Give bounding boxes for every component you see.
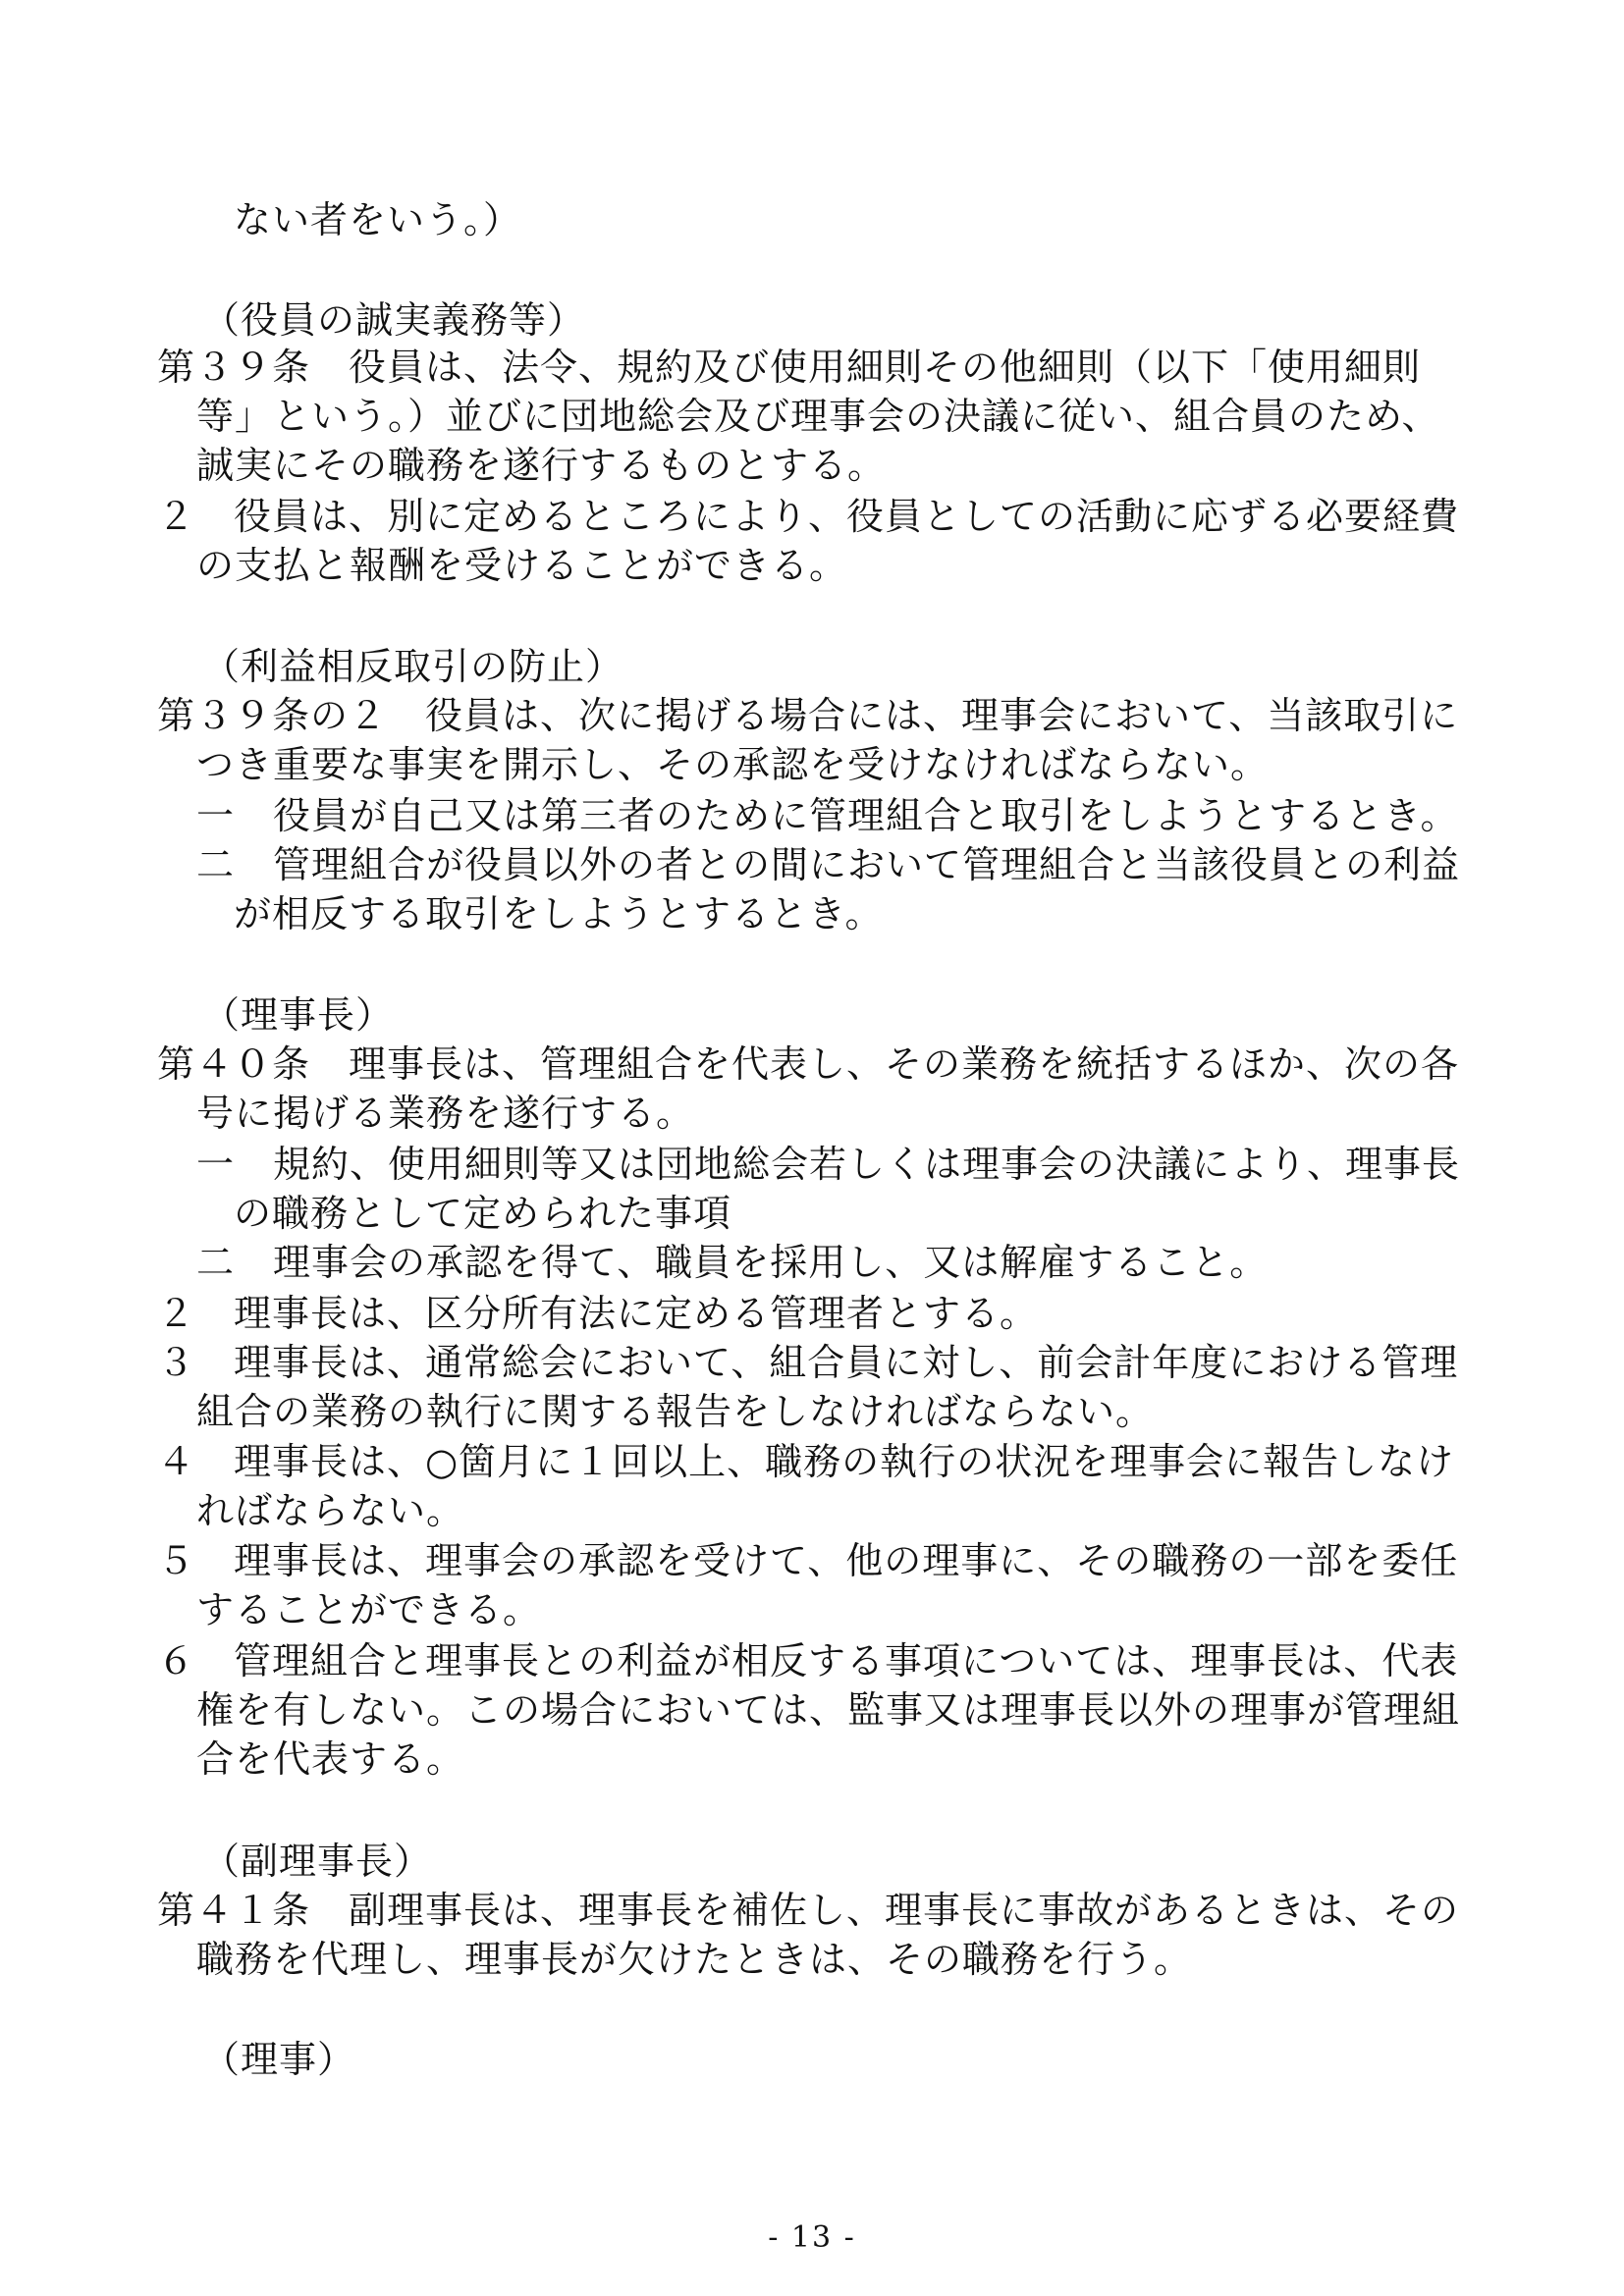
article-40-item-1-line-1: 一 規約、使用細則等又は団地総会若しくは理事会の決議により、理事長 <box>196 1143 1461 1186</box>
article-39-2-line-2: つき重要な事実を開示し、その承認を受けなければならない。 <box>196 743 1270 786</box>
article-heading-41: （副理事長） <box>202 1840 433 1883</box>
article-40-para-2: ２ 理事長は、区分所有法に定める管理者とする。 <box>157 1292 1039 1335</box>
article-heading-40: （理事長） <box>202 993 395 1037</box>
article-40-item-1-line-2: の職務として定められた事項 <box>234 1192 732 1235</box>
article-39-2-line-1: 第３９条の２ 役員は、次に掲げる場合には、理事会において、当該取引に <box>157 694 1459 737</box>
article-40-para-3-line-2: 組合の業務の執行に関する報告をしなければならない。 <box>196 1390 1155 1433</box>
article-39-2-item-2-line-1: 二 管理組合が役員以外の者との間において管理組合と当該役員との利益 <box>196 843 1461 886</box>
article-40-line-2: 号に掲げる業務を遂行する。 <box>196 1092 695 1135</box>
article-41-line-1: 第４１条 副理事長は、理事長を補佐し、理事長に事故があるときは、その <box>157 1889 1460 1932</box>
article-40-para-6-line-3: 合を代表する。 <box>196 1737 465 1781</box>
article-40-para-4-line-1: ４ 理事長は、○箇月に１回以上、職務の執行の状況を理事会に報告しなけ <box>157 1440 1455 1483</box>
article-39-line-3: 誠実にその職務を遂行するものとする。 <box>196 444 887 487</box>
page-number: - 13 - <box>768 2220 856 2255</box>
article-heading-39: （役員の誠実義務等） <box>202 298 586 342</box>
article-40-para-5-line-2: することができる。 <box>196 1588 542 1631</box>
article-40-item-2: 二 理事会の承認を得て、職員を採用し、又は解雇すること。 <box>196 1241 1269 1284</box>
article-heading-39-2: （利益相反取引の防止） <box>202 645 624 688</box>
article-40-para-6-line-1: ６ 管理組合と理事長との利益が相反する事項については、理事長は、代表 <box>157 1639 1459 1682</box>
article-heading-42: （理事） <box>202 2038 356 2081</box>
article-40-para-5-line-1: ５ 理事長は、理事会の承認を受けて、他の理事に、その職務の一部を委任 <box>157 1539 1459 1582</box>
article-39-line-2: 等」という。）並びに団地総会及び理事会の決議に従い、組合員のため、 <box>196 395 1440 438</box>
article-39-2-item-2-line-2: が相反する取引をしようとするとき。 <box>234 892 884 935</box>
article-39-line-1: 第３９条 役員は、法令、規約及び使用細則その他細則（以下「使用細則 <box>157 346 1422 389</box>
article-41-line-2: 職務を代理し、理事長が欠けたときは、その職務を行う。 <box>196 1938 1193 1981</box>
article-39-para-2-line-2: の支払と報酬を受けることができる。 <box>196 544 848 587</box>
article-40-para-6-line-2: 権を有しない。この場合においては、監事又は理事長以外の理事が管理組 <box>196 1688 1461 1732</box>
text-line-continuation: ない者をいう。） <box>234 198 522 241</box>
article-40-para-3-line-1: ３ 理事長は、通常総会において、組合員に対し、前会計年度における管理 <box>157 1341 1459 1384</box>
article-39-2-item-1: 一 役員が自己又は第三者のために管理組合と取引をしようとするとき。 <box>196 794 1459 837</box>
article-39-para-2-line-1: ２ 役員は、別に定めるところにより、役員としての活動に応ずる必要経費 <box>157 495 1460 538</box>
article-40-line-1: 第４０条 理事長は、管理組合を代表し、その業務を統括するほか、次の各 <box>157 1042 1460 1086</box>
article-40-para-4-line-2: ればならない。 <box>196 1489 465 1532</box>
